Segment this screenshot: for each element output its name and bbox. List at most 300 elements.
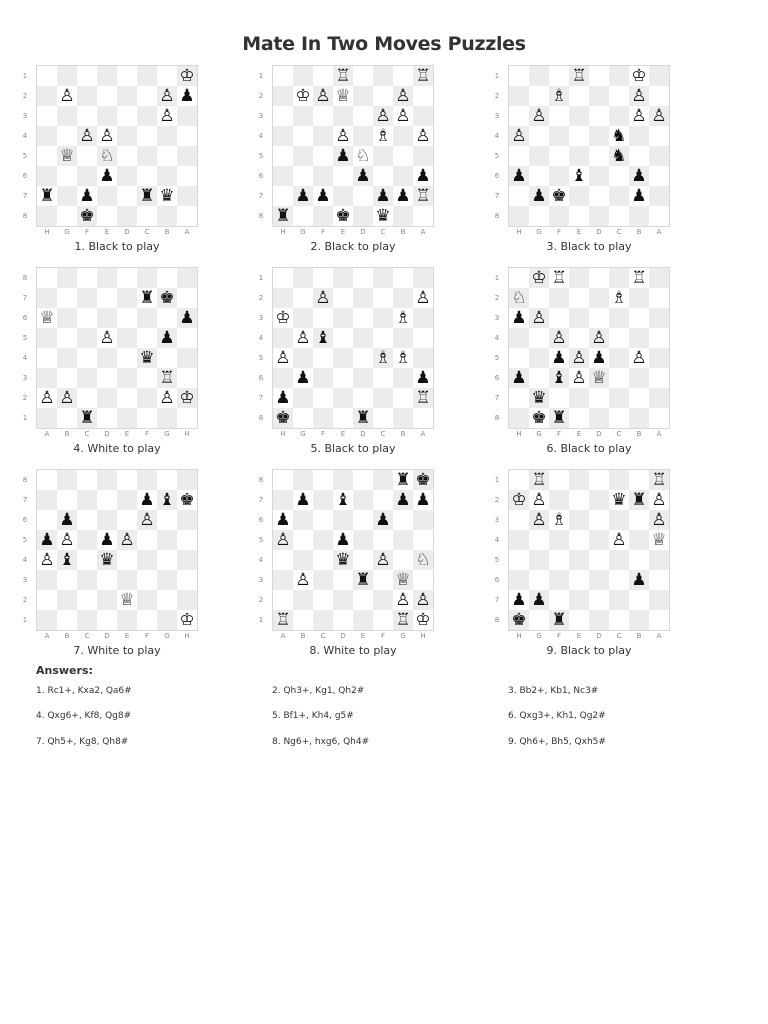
board-square — [609, 408, 629, 428]
board-square — [117, 126, 137, 146]
board-square — [293, 146, 313, 166]
black-rook-icon: ♜ — [77, 408, 97, 428]
file-label: C — [320, 632, 326, 640]
board-square — [649, 590, 669, 610]
board-square — [549, 66, 569, 86]
black-pawn-icon: ♟ — [393, 490, 413, 510]
board-square — [353, 186, 373, 206]
board-square — [509, 86, 529, 106]
board-square — [373, 288, 393, 308]
board-square — [37, 126, 57, 146]
black-pawn-icon: ♟ — [393, 186, 413, 206]
board-square — [313, 126, 333, 146]
board-square — [353, 368, 373, 388]
rank-label: 1 — [22, 616, 28, 624]
board-square — [609, 86, 629, 106]
black-pawn-icon: ♟ — [509, 368, 529, 388]
rank-label: 3 — [494, 516, 500, 524]
board-square — [137, 106, 157, 126]
board-square — [313, 166, 333, 186]
board-square — [177, 186, 197, 206]
board-square — [97, 288, 117, 308]
board-square — [57, 348, 77, 368]
black-pawn-icon: ♟ — [177, 86, 197, 106]
board-square — [549, 308, 569, 328]
board-square — [97, 348, 117, 368]
board-square — [529, 570, 549, 590]
board-square — [373, 388, 393, 408]
black-bishop-icon: ♝ — [157, 490, 177, 510]
file-label: F — [380, 632, 386, 640]
board-square — [629, 388, 649, 408]
board-square — [57, 570, 77, 590]
file-label: H — [184, 632, 190, 640]
rank-label: 3 — [258, 314, 264, 322]
board-square — [273, 470, 293, 490]
board-square — [589, 530, 609, 550]
board-square — [529, 66, 549, 86]
board-square — [137, 530, 157, 550]
board-square — [177, 146, 197, 166]
board-square — [137, 570, 157, 590]
board-square — [373, 308, 393, 328]
rank-label: 3 — [494, 112, 500, 120]
rank-label: 3 — [258, 576, 264, 584]
white-pawn-icon: ♙ — [529, 106, 549, 126]
file-label: B — [636, 430, 642, 438]
white-pawn-icon: ♙ — [373, 550, 393, 570]
file-label: E — [576, 228, 582, 236]
board-square — [57, 590, 77, 610]
board-square — [77, 388, 97, 408]
file-label: G — [536, 632, 542, 640]
answer-2: 2. Qh3+, Kg1, Qh2# — [272, 686, 365, 696]
file-label: F — [556, 228, 562, 236]
board-square — [177, 348, 197, 368]
board-square — [37, 570, 57, 590]
board-square — [649, 610, 669, 630]
file-label: A — [656, 228, 662, 236]
white-pawn-icon: ♙ — [273, 530, 293, 550]
board-square — [353, 610, 373, 630]
board-square — [97, 106, 117, 126]
board-square — [589, 166, 609, 186]
black-knight-icon: ♞ — [609, 146, 629, 166]
file-label: D — [360, 430, 366, 438]
board-square — [313, 470, 333, 490]
white-king-icon: ♔ — [273, 308, 293, 328]
board-square — [157, 408, 177, 428]
rank-label: 4 — [22, 354, 28, 362]
board-square — [569, 470, 589, 490]
black-rook-icon: ♜ — [137, 186, 157, 206]
board-square — [117, 186, 137, 206]
board-square — [97, 570, 117, 590]
board-square — [117, 86, 137, 106]
board-square — [313, 550, 333, 570]
white-queen-icon: ♕ — [37, 308, 57, 328]
board-square — [529, 86, 549, 106]
board-square — [313, 388, 333, 408]
board-square — [77, 470, 97, 490]
rank-label: 2 — [494, 294, 500, 302]
black-queen-icon: ♛ — [137, 348, 157, 368]
white-pawn-icon: ♙ — [509, 126, 529, 146]
rank-label: 2 — [22, 596, 28, 604]
board-square — [177, 470, 197, 490]
board-square — [57, 470, 77, 490]
answer-4: 4. Qxg6+, Kf8, Qg8# — [36, 711, 132, 721]
board-square — [137, 66, 157, 86]
black-pawn-icon: ♟ — [529, 590, 549, 610]
rank-label: 3 — [22, 374, 28, 382]
board-square — [117, 328, 137, 348]
board-square — [77, 348, 97, 368]
board-square — [157, 470, 177, 490]
board-square — [37, 490, 57, 510]
board-square — [137, 86, 157, 106]
file-label: D — [596, 228, 602, 236]
board-square — [509, 268, 529, 288]
puzzle-4 — [6, 267, 196, 467]
white-pawn-icon: ♙ — [393, 86, 413, 106]
board-square — [273, 550, 293, 570]
puzzle-caption: 7. White to play — [73, 644, 161, 657]
board-square — [117, 206, 137, 226]
board-square — [393, 268, 413, 288]
board-square — [589, 308, 609, 328]
white-rook-icon: ♖ — [549, 268, 569, 288]
rank-label: 1 — [258, 72, 264, 80]
board-square — [649, 146, 669, 166]
board-square — [37, 510, 57, 530]
board-square — [649, 570, 669, 590]
file-label: H — [44, 228, 50, 236]
board-square — [117, 368, 137, 388]
white-queen-icon: ♕ — [117, 590, 137, 610]
board-square — [569, 510, 589, 530]
board-square — [529, 328, 549, 348]
rank-label: 1 — [258, 274, 264, 282]
file-label: H — [280, 228, 286, 236]
board-square — [509, 186, 529, 206]
board-square — [353, 348, 373, 368]
white-rook-icon: ♖ — [413, 388, 433, 408]
board-square — [313, 348, 333, 368]
file-label: E — [576, 430, 582, 438]
answer-3: 3. Bb2+, Kb1, Nc3# — [508, 686, 599, 696]
answer-7: 7. Qh5+, Kg8, Qh8# — [36, 737, 129, 747]
black-rook-icon: ♜ — [393, 470, 413, 490]
board-square — [333, 570, 353, 590]
board-square — [157, 348, 177, 368]
board-square — [57, 206, 77, 226]
black-king-icon: ♚ — [177, 490, 197, 510]
rank-label: 5 — [22, 536, 28, 544]
black-pawn-icon: ♟ — [629, 186, 649, 206]
white-queen-icon: ♕ — [589, 368, 609, 388]
white-rook-icon: ♖ — [529, 470, 549, 490]
board-square — [97, 408, 117, 428]
board-square — [97, 470, 117, 490]
rank-label: 1 — [494, 72, 500, 80]
board-square — [609, 570, 629, 590]
chess-board — [508, 267, 670, 429]
white-queen-icon: ♕ — [393, 570, 413, 590]
file-label: E — [124, 632, 130, 640]
board-square — [177, 530, 197, 550]
board-square — [37, 348, 57, 368]
board-square — [509, 570, 529, 590]
white-king-icon: ♔ — [177, 388, 197, 408]
board-square — [57, 610, 77, 630]
board-square — [649, 166, 669, 186]
board-square — [313, 66, 333, 86]
board-square — [313, 530, 333, 550]
file-label: D — [596, 632, 602, 640]
board-square — [97, 268, 117, 288]
rank-label: 1 — [494, 476, 500, 484]
white-pawn-icon: ♙ — [97, 126, 117, 146]
puzzle-1 — [6, 65, 196, 265]
board-square — [373, 530, 393, 550]
black-pawn-icon: ♟ — [273, 388, 293, 408]
board-square — [273, 186, 293, 206]
board-square — [353, 490, 373, 510]
board-square — [649, 288, 669, 308]
board-square — [313, 368, 333, 388]
board-square — [293, 510, 313, 530]
file-label: H — [184, 430, 190, 438]
board-square — [609, 186, 629, 206]
board-square — [97, 206, 117, 226]
white-pawn-icon: ♙ — [37, 550, 57, 570]
board-square — [649, 348, 669, 368]
board-square — [177, 328, 197, 348]
file-label: B — [300, 632, 306, 640]
board-square — [293, 268, 313, 288]
board-square — [293, 590, 313, 610]
board-square — [157, 610, 177, 630]
white-pawn-icon: ♙ — [629, 348, 649, 368]
rank-label: 3 — [494, 314, 500, 322]
file-label: A — [184, 228, 190, 236]
answer-5: 5. Bf1+, Kh4, g5# — [272, 711, 354, 721]
board-square — [137, 368, 157, 388]
board-square — [549, 388, 569, 408]
file-label: F — [320, 228, 326, 236]
board-square — [649, 550, 669, 570]
puzzle-caption: 8. White to play — [309, 644, 397, 657]
file-label: E — [104, 228, 110, 236]
board-square — [609, 590, 629, 610]
board-square — [549, 470, 569, 490]
board-square — [77, 86, 97, 106]
board-square — [569, 590, 589, 610]
white-knight-icon: ♘ — [413, 550, 433, 570]
board-square — [589, 66, 609, 86]
black-rook-icon: ♜ — [549, 610, 569, 630]
board-square — [609, 470, 629, 490]
puzzle-3 — [478, 65, 668, 265]
board-square — [649, 388, 669, 408]
board-square — [509, 106, 529, 126]
white-pawn-icon: ♙ — [529, 308, 549, 328]
board-square — [529, 126, 549, 146]
answer-8: 8. Ng6+, hxg6, Qh4# — [272, 737, 370, 747]
board-square — [393, 288, 413, 308]
board-square — [529, 288, 549, 308]
board-square — [117, 470, 137, 490]
board-square — [333, 288, 353, 308]
file-label: A — [420, 228, 426, 236]
rank-label: 4 — [22, 132, 28, 140]
board-square — [509, 206, 529, 226]
board-square — [273, 66, 293, 86]
black-pawn-icon: ♟ — [313, 186, 333, 206]
board-square — [333, 348, 353, 368]
black-pawn-icon: ♟ — [629, 166, 649, 186]
white-pawn-icon: ♙ — [609, 530, 629, 550]
board-square — [273, 126, 293, 146]
board-square — [117, 388, 137, 408]
white-pawn-icon: ♙ — [649, 510, 669, 530]
white-pawn-icon: ♙ — [157, 388, 177, 408]
board-square — [333, 368, 353, 388]
board-square — [57, 308, 77, 328]
white-pawn-icon: ♙ — [37, 388, 57, 408]
board-square — [353, 470, 373, 490]
black-pawn-icon: ♟ — [57, 510, 77, 530]
board-square — [333, 328, 353, 348]
file-label: F — [144, 430, 150, 438]
white-bishop-icon: ♗ — [373, 348, 393, 368]
board-square — [509, 66, 529, 86]
white-knight-icon: ♘ — [97, 146, 117, 166]
board-square — [37, 328, 57, 348]
board-square — [273, 288, 293, 308]
board-square — [629, 308, 649, 328]
board-square — [117, 106, 137, 126]
white-king-icon: ♔ — [509, 490, 529, 510]
white-rook-icon: ♖ — [273, 610, 293, 630]
board-square — [569, 268, 589, 288]
board-square — [273, 328, 293, 348]
board-square — [413, 570, 433, 590]
board-square — [569, 146, 589, 166]
board-square — [37, 206, 57, 226]
board-square — [333, 590, 353, 610]
white-pawn-icon: ♙ — [313, 288, 333, 308]
rank-label: 2 — [494, 92, 500, 100]
board-square — [37, 368, 57, 388]
board-square — [529, 166, 549, 186]
board-square — [393, 530, 413, 550]
black-pawn-icon: ♟ — [37, 530, 57, 550]
board-square — [589, 490, 609, 510]
white-pawn-icon: ♙ — [293, 570, 313, 590]
rank-label: 1 — [22, 72, 28, 80]
white-king-icon: ♔ — [413, 610, 433, 630]
file-label: A — [420, 430, 426, 438]
board-square — [373, 408, 393, 428]
board-square — [589, 146, 609, 166]
file-label: B — [64, 430, 70, 438]
rank-label: 8 — [494, 212, 500, 220]
board-square — [137, 308, 157, 328]
board-square — [629, 328, 649, 348]
board-square — [97, 66, 117, 86]
board-square — [177, 268, 197, 288]
board-square — [373, 86, 393, 106]
board-square — [333, 388, 353, 408]
puzzle-caption: 3. Black to play — [546, 240, 632, 253]
file-label: B — [400, 430, 406, 438]
board-square — [177, 288, 197, 308]
chess-board — [272, 267, 434, 429]
white-pawn-icon: ♙ — [549, 328, 569, 348]
board-square — [589, 570, 609, 590]
board-square — [353, 86, 373, 106]
black-pawn-icon: ♟ — [77, 186, 97, 206]
board-square — [117, 288, 137, 308]
board-square — [293, 288, 313, 308]
file-label: H — [420, 632, 426, 640]
rank-label: 5 — [494, 556, 500, 564]
rank-label: 8 — [22, 476, 28, 484]
board-square — [313, 590, 333, 610]
rank-label: 2 — [494, 496, 500, 504]
rank-label: 6 — [22, 516, 28, 524]
white-rook-icon: ♖ — [569, 66, 589, 86]
rank-label: 4 — [494, 536, 500, 544]
white-pawn-icon: ♙ — [57, 86, 77, 106]
file-label: E — [340, 228, 346, 236]
white-knight-icon: ♘ — [353, 146, 373, 166]
board-square — [413, 530, 433, 550]
board-square — [609, 348, 629, 368]
black-king-icon: ♚ — [333, 206, 353, 226]
black-king-icon: ♚ — [529, 408, 549, 428]
board-square — [589, 388, 609, 408]
rank-label: 1 — [258, 616, 264, 624]
black-pawn-icon: ♟ — [509, 308, 529, 328]
file-label: A — [656, 632, 662, 640]
black-pawn-icon: ♟ — [549, 348, 569, 368]
white-rook-icon: ♖ — [333, 66, 353, 86]
board-square — [333, 308, 353, 328]
board-square — [549, 126, 569, 146]
board-square — [57, 408, 77, 428]
board-square — [413, 408, 433, 428]
white-pawn-icon: ♙ — [413, 126, 433, 146]
board-square — [333, 408, 353, 428]
board-square — [649, 308, 669, 328]
board-square — [549, 590, 569, 610]
board-square — [529, 348, 549, 368]
board-square — [157, 126, 177, 146]
board-square — [77, 268, 97, 288]
board-square — [413, 206, 433, 226]
file-label: H — [516, 430, 522, 438]
board-square — [549, 490, 569, 510]
board-square — [549, 550, 569, 570]
board-square — [293, 348, 313, 368]
board-square — [393, 126, 413, 146]
black-pawn-icon: ♟ — [97, 530, 117, 550]
board-square — [333, 470, 353, 490]
white-queen-icon: ♕ — [333, 86, 353, 106]
